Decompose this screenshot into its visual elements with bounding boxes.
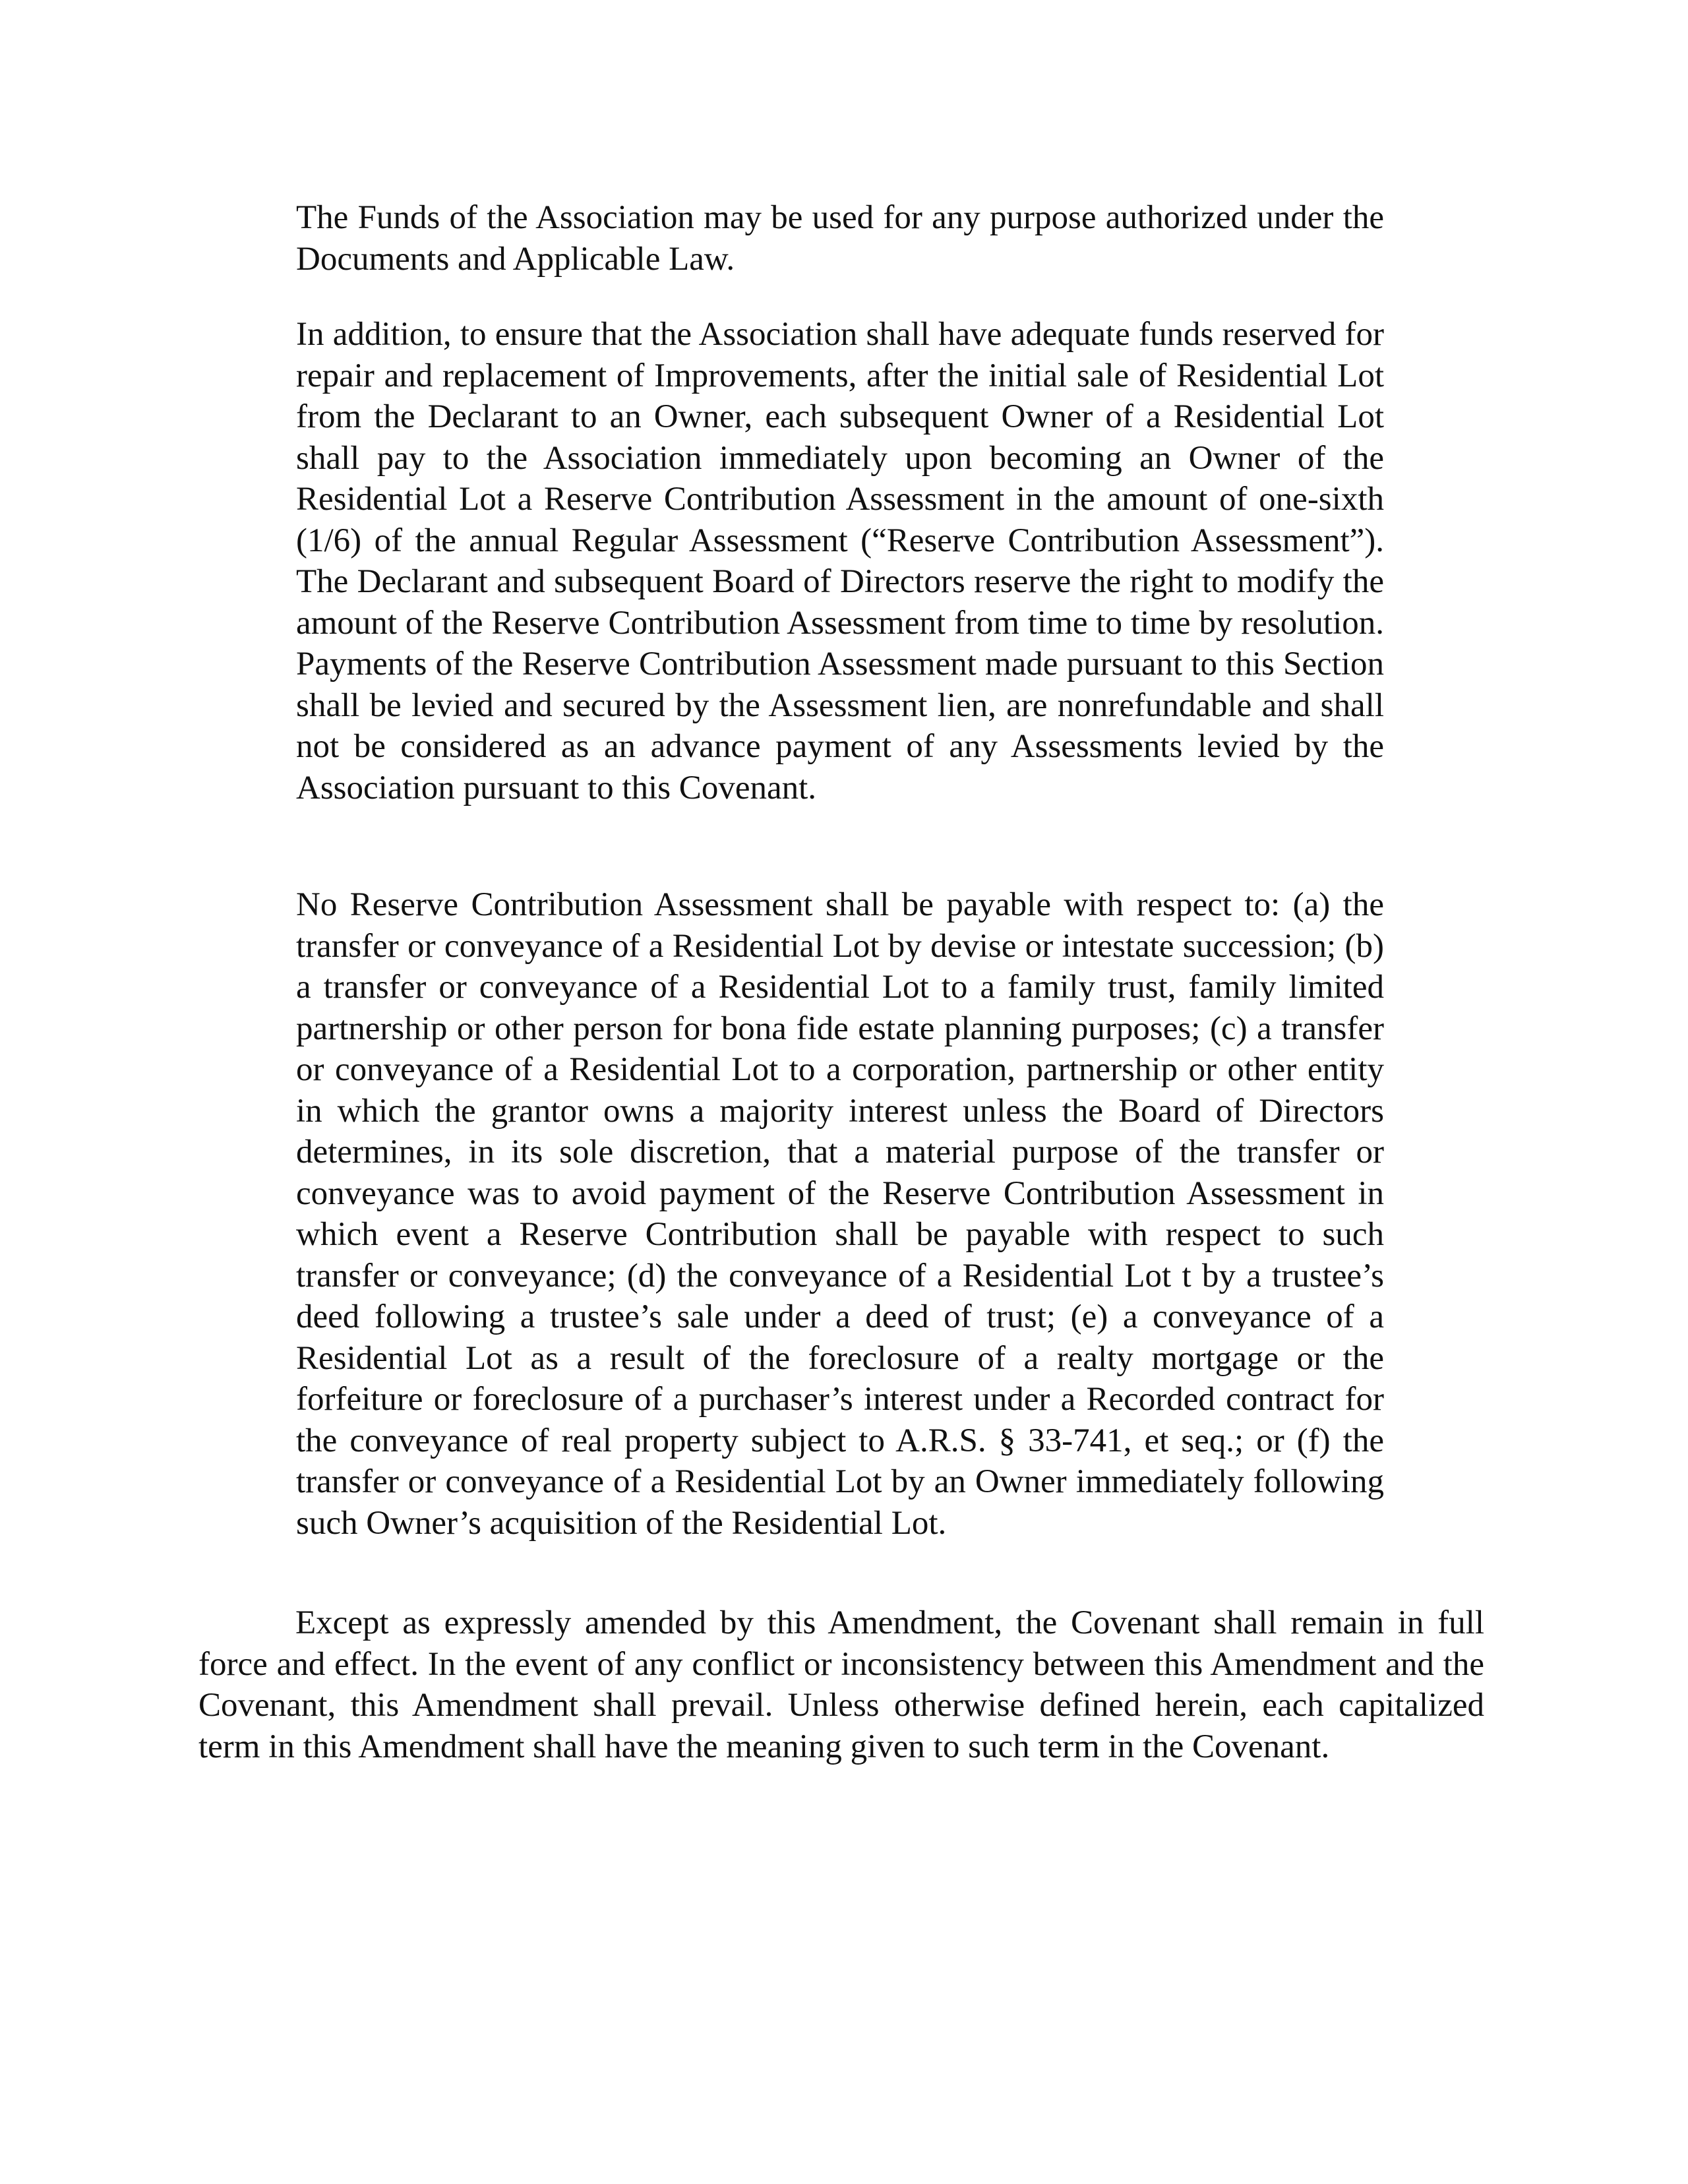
paragraph-reserve-contribution-assessment: In addition, to ensure that the Association shall have adequate funds reserved for repair and replacement of Improvements, after the initial sale of Residential Lot from the Declarant to an Owner, each subsequent Owner of a Residential Lot shall pay to the Association immediately upon becoming an Owner of the Residential Lot a Reserve Contribution Assessment in the amount of one-sixth (1/6) of the annual Regular Assessment (“Reserve Contribution Assessment”). The Declarant and subsequent Board of Directors reserve the right to modify the amount of the Reserve Contribution Assessment from time to time by resolution. Payments of the Reserve Contribution Assessment made pursuant to this Section shall be levied and secured by the Assessment lien, are nonrefundable and shall not be considered as an advance payment of any Assessments levied by the Association pursuant to this Covenant. (296, 316, 1384, 806)
paragraph-covenant-effect: Except as expressly amended by this Amendment, the Covenant shall remain in full force and effect. In the event of any conflict or inconsistency between this Amendment and the Covenant, this Amendment shall prevail. Unless otherwise defined herein, each capitalized term in this Amendment shall have the meaning given to such term in the Covenant. (198, 1604, 1484, 1765)
paragraph-assessment-exemptions: No Reserve Contribution Assessment shall be payable with respect to: (a) the transfer or conveyance of a Residential Lot by devise or intestate succession; (b) a transfer or conveyance of a Residential Lot to a family trust, family limited partnership or other person for bona fide estate planning purposes; (c) a transfer or conveyance of a Residential Lot to a corporation, partnership or other entity in which the grantor owns a majority interest unless the Board of Directors determines, in its sole discretion, that a material purpose of the transfer or conveyance was to avoid payment of the Reserve Contribution Assessment in which event a Reserve Contribution shall be payable with respect to such transfer or conveyance; (d) the conveyance of a Residential Lot t by a trustee’s deed following a trustee’s sale under a deed of trust; (e) a conveyance of a Residential Lot as a result of the foreclosure of a realty mortgage or the forfeiture or foreclosure of a purchaser’s interest under a Recorded contract for the conveyance of real property subject to A.R.S. § 33-741, et seq.; or (f) the transfer or conveyance of a Residential Lot by an Owner immediately following such Owner’s acquisition of the Residential Lot. (296, 886, 1384, 1542)
paragraph-funds-use: The Funds of the Association may be used for any purpose authorized under the Documents and Applicable Law. (296, 199, 1384, 278)
